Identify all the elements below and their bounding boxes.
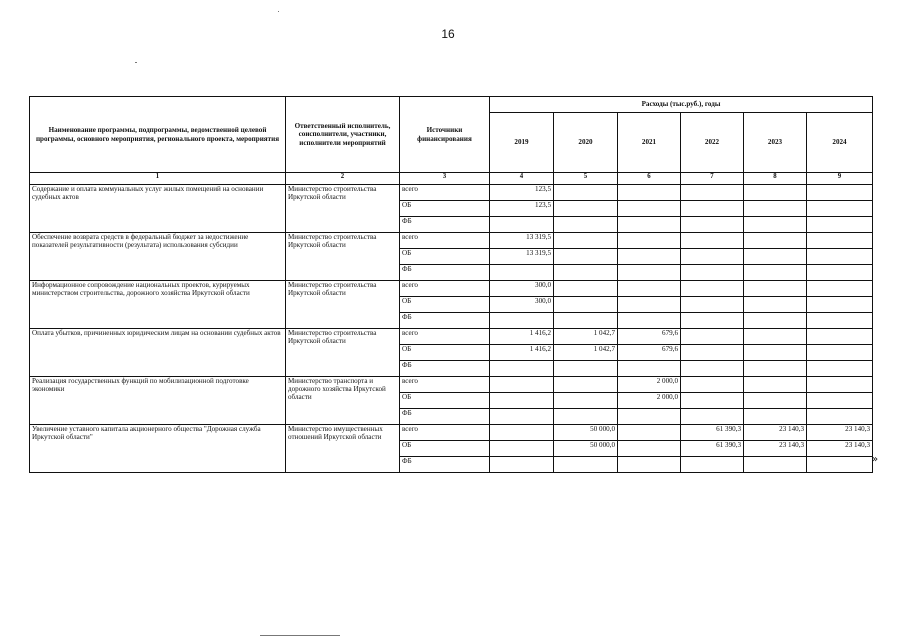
funding-source: ОБ <box>400 201 490 217</box>
expense-value <box>807 217 873 233</box>
expense-value: 2 000,0 <box>618 393 681 409</box>
funding-source: ФБ <box>400 457 490 473</box>
expense-value: 50 000,0 <box>554 425 618 441</box>
expense-value <box>744 201 807 217</box>
continuation-mark: » <box>872 454 879 465</box>
expense-value <box>490 313 554 329</box>
expense-value <box>744 297 807 313</box>
funding-source: всего <box>400 185 490 201</box>
table-row <box>30 329 873 345</box>
funding-source: всего <box>400 377 490 393</box>
expense-value: 1 042,7 <box>554 345 618 361</box>
column-index: 2 <box>286 173 400 185</box>
expense-value <box>681 313 744 329</box>
expense-value <box>490 457 554 473</box>
expense-value: 300,0 <box>490 281 554 297</box>
expense-value <box>744 457 807 473</box>
funding-source: ФБ <box>400 217 490 233</box>
event-name: Реализация государственных функций по мобилизационной подготовке экономики <box>30 377 286 425</box>
expense-value <box>618 233 681 249</box>
expense-value <box>744 313 807 329</box>
expense-value <box>744 281 807 297</box>
expense-value <box>807 457 873 473</box>
header-year: 2024 <box>807 113 873 173</box>
expense-value <box>554 217 618 233</box>
expense-value <box>618 409 681 425</box>
expense-value: 1 042,7 <box>554 329 618 345</box>
funding-source: всего <box>400 281 490 297</box>
expense-value <box>681 393 744 409</box>
expense-value <box>554 185 618 201</box>
expense-value <box>554 265 618 281</box>
expense-value <box>554 409 618 425</box>
expense-value <box>681 185 744 201</box>
expense-value <box>554 457 618 473</box>
expense-value <box>744 377 807 393</box>
expense-value <box>744 233 807 249</box>
expense-value: 61 390,3 <box>681 425 744 441</box>
expense-value: 13 319,5 <box>490 233 554 249</box>
expense-value <box>807 297 873 313</box>
table-row <box>30 185 873 201</box>
expense-value <box>618 185 681 201</box>
header-executor: Ответственный исполнитель, соисполнители, участники, исполнители мероприятий <box>286 97 400 173</box>
funding-source: ФБ <box>400 265 490 281</box>
expense-value: 23 140,3 <box>744 425 807 441</box>
table-row <box>30 377 873 393</box>
column-index: 4 <box>490 173 554 185</box>
expense-value: 61 390,3 <box>681 441 744 457</box>
event-name: Содержание и оплата коммунальных услуг жилых помещений на основании судебных актов <box>30 185 286 233</box>
expense-value <box>681 457 744 473</box>
funding-source: ОБ <box>400 393 490 409</box>
expense-value <box>744 409 807 425</box>
expense-value: 123,5 <box>490 185 554 201</box>
expense-value <box>490 217 554 233</box>
expense-value <box>807 409 873 425</box>
funding-source: ФБ <box>400 361 490 377</box>
expense-value <box>744 345 807 361</box>
expense-value: 300,0 <box>490 297 554 313</box>
event-executor: Министерство строительства Иркутской области <box>286 281 400 329</box>
expense-value <box>490 425 554 441</box>
expense-value: 1 416,2 <box>490 345 554 361</box>
expense-value <box>490 377 554 393</box>
expense-value <box>807 329 873 345</box>
expense-value <box>618 265 681 281</box>
expense-value <box>681 201 744 217</box>
expense-value <box>744 217 807 233</box>
event-executor: Министерство строительства Иркутской области <box>286 185 400 233</box>
table-row <box>30 281 873 297</box>
expense-value <box>554 313 618 329</box>
event-executor: Министерство транспорта и дорожного хозяйства Иркутской области <box>286 377 400 425</box>
expense-value <box>744 329 807 345</box>
expense-value <box>554 377 618 393</box>
expense-value <box>618 361 681 377</box>
expense-value <box>744 249 807 265</box>
table-row <box>30 233 873 249</box>
event-executor: Министерство строительства Иркутской области <box>286 233 400 281</box>
expense-value <box>807 185 873 201</box>
funding-source: ОБ <box>400 297 490 313</box>
expense-value <box>490 361 554 377</box>
column-index: 3 <box>400 173 490 185</box>
expense-value <box>554 201 618 217</box>
funding-source: ОБ <box>400 441 490 457</box>
expense-value: 13 319,5 <box>490 249 554 265</box>
expense-value: 679,6 <box>618 329 681 345</box>
header-year: 2019 <box>490 113 554 173</box>
expense-value <box>681 409 744 425</box>
expense-value <box>807 377 873 393</box>
expense-value <box>554 361 618 377</box>
expense-value <box>681 217 744 233</box>
expense-value <box>618 441 681 457</box>
expense-value: 23 140,3 <box>807 441 873 457</box>
expense-value <box>807 361 873 377</box>
header-name: Наименование программы, подпрограммы, ведомственной целевой программы, основного мероприятия, регионального проекта, мероприятия <box>30 97 286 173</box>
budget-table <box>29 96 873 473</box>
expense-value <box>807 201 873 217</box>
expense-value <box>554 297 618 313</box>
header-source: Источники финансирования <box>400 97 490 173</box>
expense-value <box>618 425 681 441</box>
event-name: Информационное сопровождение национальных проектов, курируемых министерством строительства, дорожного хозяйства Иркутской области <box>30 281 286 329</box>
expense-value <box>618 281 681 297</box>
event-name: Обеспечение возврата средств в федеральный бюджет за недостижение показателей результативности (результата) использования субсидии <box>30 233 286 281</box>
event-name: Увеличение уставного капитала акционерного общества "Дорожная служба Иркутской области" <box>30 425 286 473</box>
expense-value <box>554 249 618 265</box>
expense-value <box>490 441 554 457</box>
scan-artifact <box>135 62 137 63</box>
expense-value <box>744 361 807 377</box>
column-index: 6 <box>618 173 681 185</box>
expense-value <box>554 233 618 249</box>
expense-value: 2 000,0 <box>618 377 681 393</box>
event-executor: Министерство строительства Иркутской области <box>286 329 400 377</box>
funding-source: ФБ <box>400 313 490 329</box>
column-index: 8 <box>744 173 807 185</box>
header-year: 2021 <box>618 113 681 173</box>
expense-value <box>618 249 681 265</box>
expense-value <box>807 393 873 409</box>
funding-source: всего <box>400 233 490 249</box>
expense-value: 123,5 <box>490 201 554 217</box>
expense-value <box>807 249 873 265</box>
expense-value <box>807 233 873 249</box>
expense-value <box>681 377 744 393</box>
column-index: 1 <box>30 173 286 185</box>
expense-value <box>554 393 618 409</box>
funding-source: всего <box>400 329 490 345</box>
expense-value <box>618 201 681 217</box>
expense-value <box>807 265 873 281</box>
expense-value <box>744 265 807 281</box>
expense-value <box>490 265 554 281</box>
funding-source: ФБ <box>400 409 490 425</box>
scan-artifact <box>278 11 279 12</box>
funding-source: ОБ <box>400 249 490 265</box>
scan-artifact <box>260 635 340 636</box>
column-index: 5 <box>554 173 618 185</box>
expense-value: 1 416,2 <box>490 329 554 345</box>
expense-value <box>681 361 744 377</box>
expense-value <box>554 281 618 297</box>
expense-value <box>681 281 744 297</box>
expense-value: 50 000,0 <box>554 441 618 457</box>
expense-value <box>681 233 744 249</box>
column-index: 7 <box>681 173 744 185</box>
funding-source: ОБ <box>400 345 490 361</box>
header-year: 2023 <box>744 113 807 173</box>
expense-value <box>744 185 807 201</box>
header-expenses: Расходы (тыс.руб.), годы <box>490 97 873 113</box>
expense-value <box>681 329 744 345</box>
expense-value <box>807 281 873 297</box>
expense-value <box>744 393 807 409</box>
expense-value <box>618 297 681 313</box>
page-number: 16 <box>441 27 455 41</box>
event-name: Оплата убытков, причиненных юридическим лицам на основании судебных актов <box>30 329 286 377</box>
header-year: 2022 <box>681 113 744 173</box>
expense-value: 23 140,3 <box>744 441 807 457</box>
expense-value <box>681 249 744 265</box>
expense-value <box>807 313 873 329</box>
event-executor: Министерство имущественных отношений Иркутской области <box>286 425 400 473</box>
expense-value <box>618 217 681 233</box>
expense-value <box>807 345 873 361</box>
expense-value: 679,6 <box>618 345 681 361</box>
expense-value <box>681 265 744 281</box>
expense-value <box>490 393 554 409</box>
expense-value <box>618 457 681 473</box>
expense-value <box>618 313 681 329</box>
expense-value <box>681 345 744 361</box>
funding-source: всего <box>400 425 490 441</box>
table-body <box>30 185 873 473</box>
expense-value <box>490 409 554 425</box>
column-index: 9 <box>807 173 873 185</box>
expense-value <box>681 297 744 313</box>
table-row <box>30 425 873 441</box>
expense-value: 23 140,3 <box>807 425 873 441</box>
header-year: 2020 <box>554 113 618 173</box>
